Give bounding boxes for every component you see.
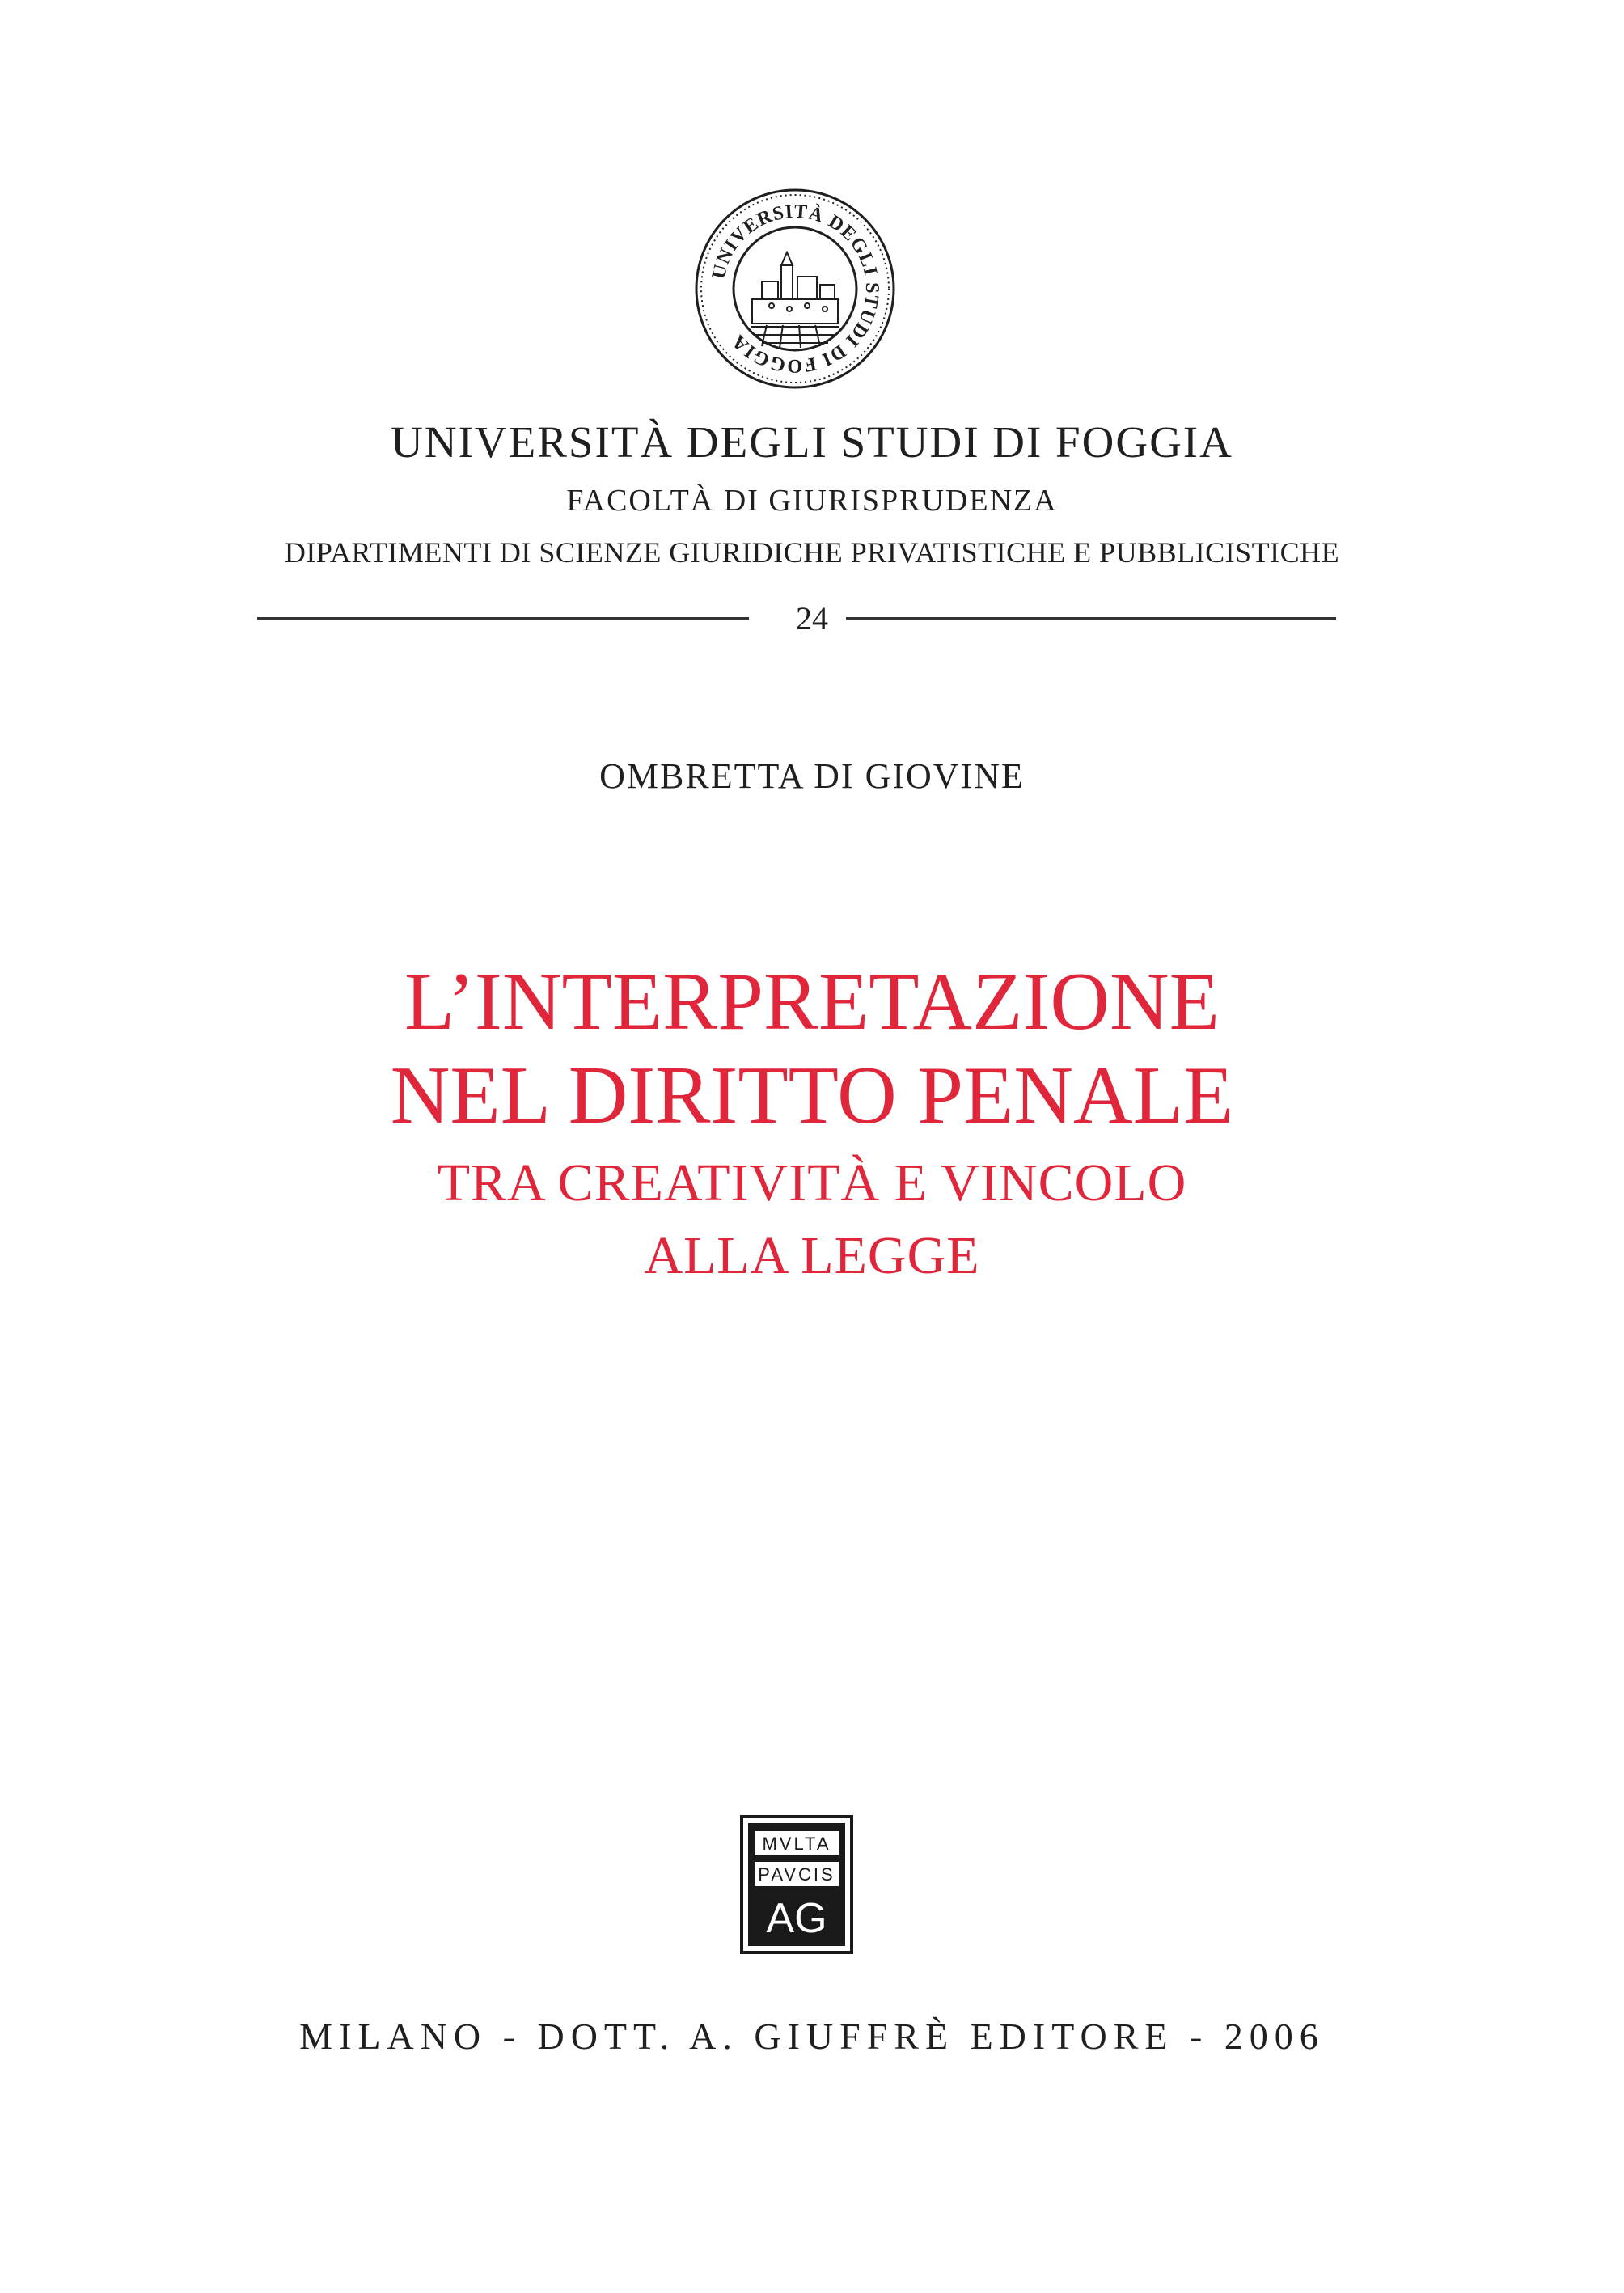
series-rule-right <box>846 617 1336 620</box>
university-seal-icon <box>694 188 896 390</box>
publisher-logo-icon <box>740 1815 853 1954</box>
logo-text-pavcis: PAVCIS <box>758 1864 835 1885</box>
logo-text-mvlta: MVLTA <box>762 1834 831 1854</box>
author-name: OMBRETTA DI GIOVINE <box>599 756 1025 796</box>
book-subtitle-line-1: TRA CREATIVITÀ E VINCOLO <box>437 1153 1187 1212</box>
logo-monogram-ag: AG <box>766 1895 827 1942</box>
book-title-line-1: L’INTERPRETAZIONE <box>404 956 1220 1047</box>
university-name: UNIVERSITÀ DEGLI STUDI DI FOGGIA <box>391 417 1233 467</box>
book-subtitle-line-2: ALLA LEGGE <box>644 1226 980 1285</box>
departments-name: DIPARTIMENTI DI SCIENZE GIURIDICHE PRIVATISTICHE E PUBBLICISTICHE <box>284 536 1340 569</box>
seal-ring-text: UNIVERSITÀ DEGLI STUDI DI FOGGIA <box>708 201 883 377</box>
book-title-line-2: NEL DIRITTO PENALE <box>390 1050 1234 1141</box>
publisher-imprint: MILANO - DOTT. A. GIUFFRÈ EDITORE - 2006 <box>299 2016 1325 2057</box>
series-number: 24 <box>796 600 828 637</box>
faculty-name: FACOLTÀ DI GIURISPRUDENZA <box>566 484 1058 518</box>
